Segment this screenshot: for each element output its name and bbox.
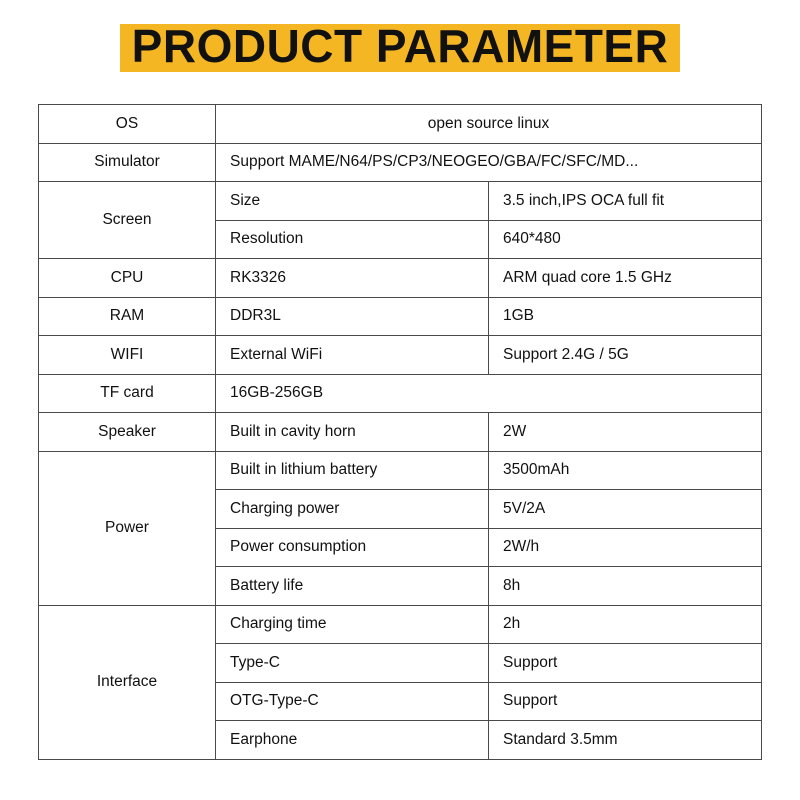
row-label-speaker: Speaker (39, 413, 216, 452)
row-value-wifi: Support 2.4G / 5G (489, 336, 762, 375)
row-sub-power-charging: Charging power (216, 490, 489, 529)
row-sub-ram: DDR3L (216, 297, 489, 336)
row-value-os: open source linux (216, 105, 762, 144)
table-row (39, 451, 762, 490)
row-sub-cpu: RK3326 (216, 259, 489, 298)
row-value-simulator: Support MAME/N64/PS/CP3/NEOGEO/GBA/FC/SFC/MD... (216, 143, 762, 182)
table-row (39, 297, 762, 336)
table-row (39, 605, 762, 644)
row-label-tfcard: TF card (39, 374, 216, 413)
row-label-power: Power (39, 451, 216, 605)
row-label-cpu: CPU (39, 259, 216, 298)
row-sub-screen-size: Size (216, 182, 489, 221)
row-sub-power-consumption: Power consumption (216, 528, 489, 567)
row-value-speaker: 2W (489, 413, 762, 452)
specification-table (38, 104, 762, 760)
row-value-screen-resolution: 640*480 (489, 220, 762, 259)
row-value-power-charging: 5V/2A (489, 490, 762, 529)
row-sub-screen-resolution: Resolution (216, 220, 489, 259)
row-label-ram: RAM (39, 297, 216, 336)
row-sub-tfcard: 16GB-256GB (216, 374, 762, 413)
table-row (39, 374, 762, 413)
row-value-power-battery-life: 8h (489, 567, 762, 606)
row-label-simulator: Simulator (39, 143, 216, 182)
row-sub-wifi: External WiFi (216, 336, 489, 375)
row-value-cpu: ARM quad core 1.5 GHz (489, 259, 762, 298)
table-row (39, 413, 762, 452)
row-sub-interface-charging-time: Charging time (216, 605, 489, 644)
row-sub-interface-earphone: Earphone (216, 721, 489, 760)
row-label-screen: Screen (39, 182, 216, 259)
row-value-interface-otg: Support (489, 682, 762, 721)
row-value-power-consumption: 2W/h (489, 528, 762, 567)
row-sub-interface-otg: OTG-Type-C (216, 682, 489, 721)
row-sub-interface-typec: Type-C (216, 644, 489, 683)
row-value-interface-earphone: Standard 3.5mm (489, 721, 762, 760)
row-sub-speaker: Built in cavity horn (216, 413, 489, 452)
row-value-interface-typec: Support (489, 644, 762, 683)
table-row (39, 143, 762, 182)
row-label-wifi: WIFI (39, 336, 216, 375)
row-sub-power-battery-life: Battery life (216, 567, 489, 606)
table-row (39, 105, 762, 144)
page-title: PRODUCT PARAMETER (131, 20, 669, 72)
table-row (39, 336, 762, 375)
row-value-interface-charging-time: 2h (489, 605, 762, 644)
row-sub-power-battery: Built in lithium battery (216, 451, 489, 490)
table-row (39, 259, 762, 298)
row-value-screen-size: 3.5 inch,IPS OCA full fit (489, 182, 762, 221)
row-label-interface: Interface (39, 605, 216, 759)
table-row (39, 182, 762, 221)
page-title-banner (38, 0, 762, 92)
row-value-ram: 1GB (489, 297, 762, 336)
row-value-power-battery: 3500mAh (489, 451, 762, 490)
row-label-os: OS (39, 105, 216, 144)
